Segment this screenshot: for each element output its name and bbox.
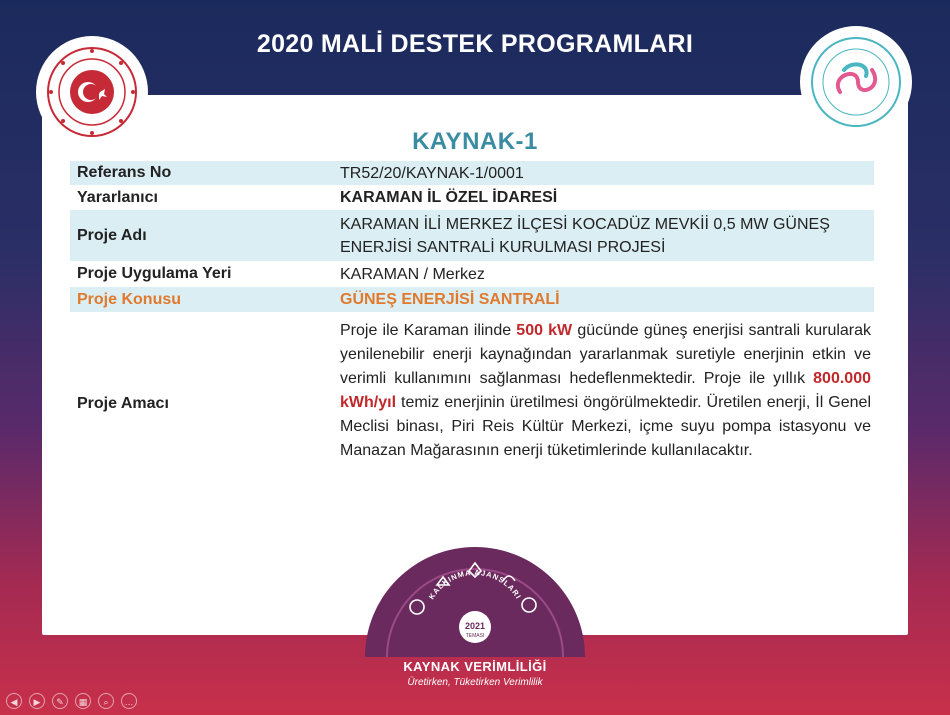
row-label: Referans No — [77, 164, 172, 181]
row-label: Proje Konusu — [77, 290, 182, 308]
row-label: Proje Adı — [77, 226, 147, 244]
purpose-text-part: Proje ile Karaman ilinde — [340, 322, 517, 339]
pen-icon[interactable]: ✎ — [52, 693, 68, 709]
development-agency-seal-icon — [800, 26, 912, 138]
table-row-proje-amaci — [70, 312, 874, 495]
purpose-highlight-energy: 800.000 kWh/yıl — [340, 370, 871, 411]
purpose-text-part: gücünde güneş enerjisi santrali kurularak yenilenebilir enerji kaynağından yararlanmak suretiyle enerjinin etkin ve verimli kullanımını sağlanması hedeflenmektedir. Proje ile yıllık — [340, 322, 872, 387]
table-row-uygulama-yeri — [70, 261, 874, 287]
banner-title: 2020 MALİ DESTEK PROGRAMLARI — [256, 30, 694, 58]
more-icon[interactable]: … — [121, 693, 137, 709]
row-value: KARAMAN / Merkez — [340, 265, 485, 283]
row-label: Yararlanıcı — [77, 188, 158, 206]
emblem-arc-text: KALKINMA AJANSLARI — [426, 567, 524, 601]
slideshow-toolbar — [6, 693, 137, 709]
emblem-sub: TEMASI — [465, 633, 485, 639]
zoom-icon[interactable]: ⌕ — [98, 693, 114, 709]
row-value: TR52/20/KAYNAK-1/0001 — [340, 164, 524, 182]
table-row-yararlanici — [70, 185, 874, 210]
table-row-referans — [70, 161, 874, 185]
row-value: KARAMAN İL ÖZEL İDARESİ — [340, 189, 558, 206]
footer-title: KAYNAK VERİMLİLİĞİ — [403, 659, 547, 674]
next-icon[interactable]: ▶ — [29, 693, 45, 709]
row-label: Proje Uygulama Yeri — [77, 265, 232, 282]
row-label: Proje Amacı — [77, 394, 169, 412]
prev-icon[interactable]: ◀ — [6, 693, 22, 709]
row-value: KARAMAN İLİ MERKEZ İLÇESİ KOCADÜZ MEVKİİ 0,5 MW GÜNEŞ ENERJİSİ SANTRALİ KURULMASI PROJESİ — [340, 215, 830, 256]
purpose-text-part: temiz enerjinin üretilmesi öngörülmektedir. Üretilen enerji, İl Genel Meclisi binası, Piri Reis Kültür Merkezi, içme suyu pompa istasyonu ve Manazan Mağarasının enerji tüketimlerinde kullanılacaktır. — [340, 394, 871, 459]
table-row-proje-adi — [70, 210, 874, 261]
emblem-year: 2021 — [464, 621, 486, 631]
slides-icon[interactable]: ▦ — [75, 693, 91, 709]
purpose-highlight-power: 500 kW — [516, 322, 573, 339]
project-purpose-text — [340, 312, 874, 463]
project-info-table — [70, 161, 874, 495]
footer-slogan: Üretirken, Tüketirken Verimlilik — [407, 677, 543, 688]
table-row-proje-konusu — [70, 287, 874, 312]
row-value: GÜNEŞ ENERJİSİ SANTRALİ — [340, 291, 560, 308]
section-title: KAYNAK-1 — [412, 128, 538, 155]
theme-emblem — [357, 545, 593, 657]
